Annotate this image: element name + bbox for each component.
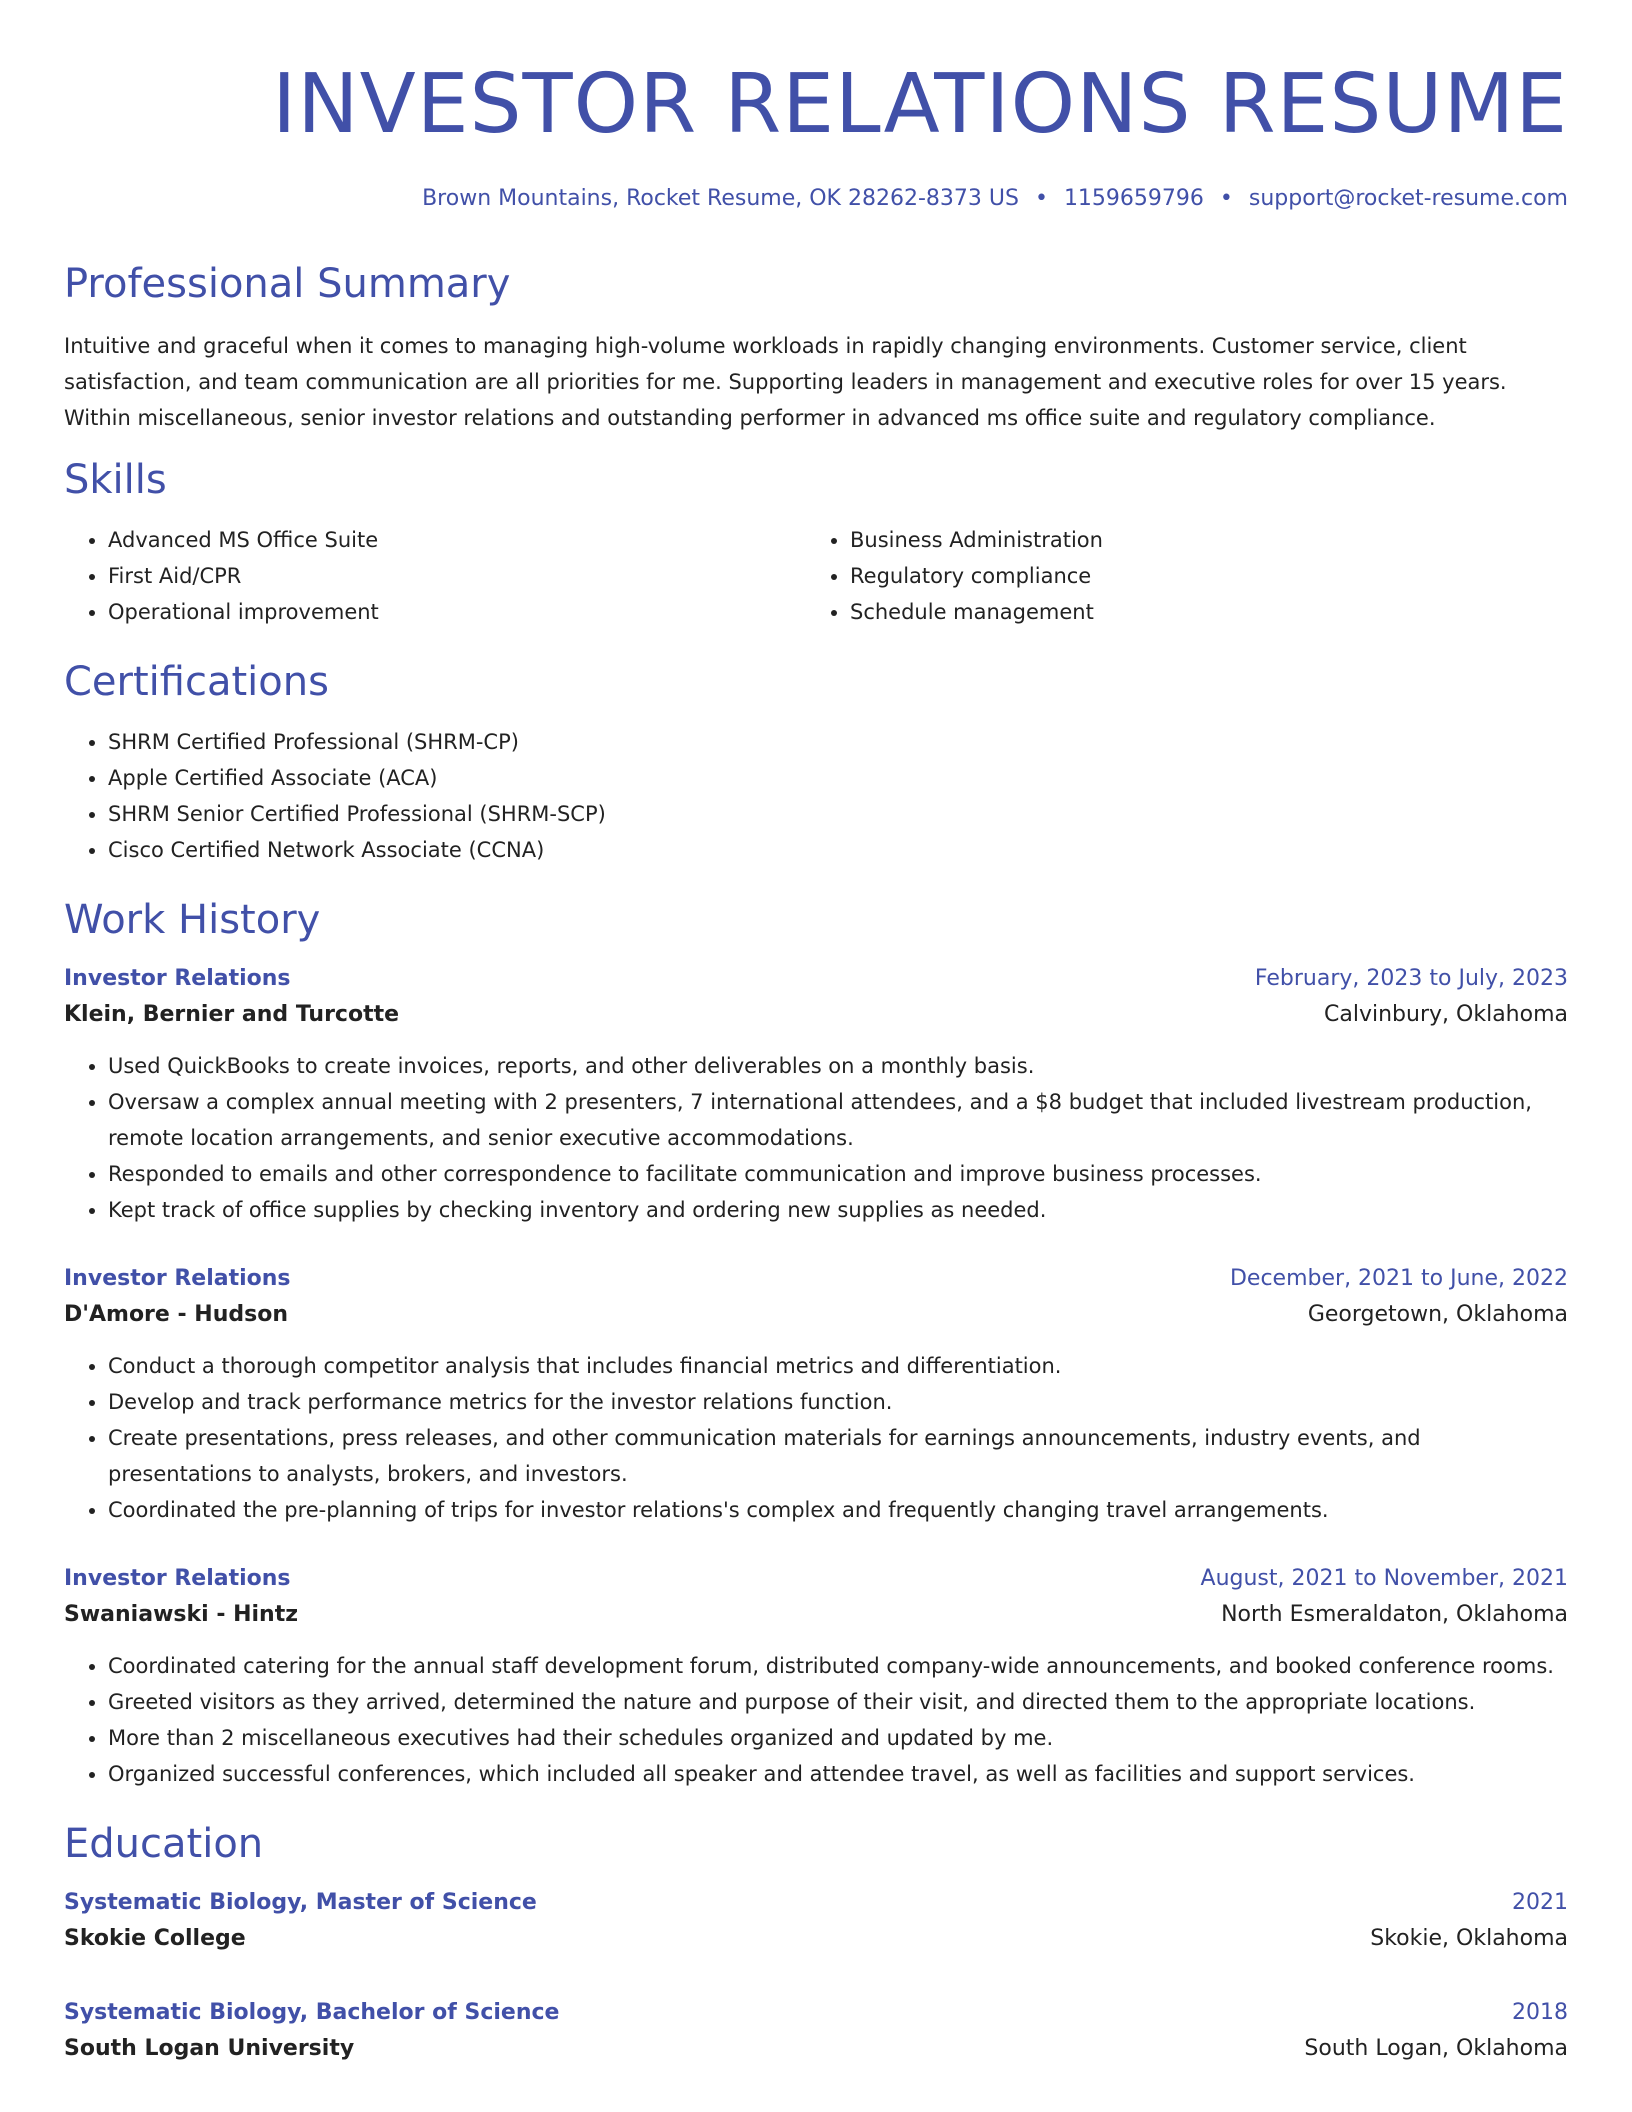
job-entry — [64, 1262, 1568, 1528]
education-entry — [64, 1996, 1568, 2068]
job-bullet: • Used QuickBooks to create invoices, reports, and other deliverables on a monthly basis. — [108, 1048, 1568, 1084]
job-entry — [64, 1562, 1568, 1792]
summary-text: Intuitive and graceful when it comes to managing high-volume workloads in rapidly changing environments. Customer service, client satisfaction, and team communication are all priorities for me. Supporting leaders in management and executive roles for over 15 years. Within miscellaneous, senior investor relations and outstanding performer in advanced ms office suite and regulatory compliance. — [64, 334, 1507, 430]
job-location: North Esmeraldaton, Oklahoma — [1221, 1602, 1568, 1627]
job-dates: February, 2023 to July, 2023 — [1254, 966, 1568, 991]
skill-item: • Business Administration — [850, 522, 1548, 558]
job-employer: D'Amore - Hudson — [64, 1302, 288, 1327]
job-location: Georgetown, Oklahoma — [1307, 1302, 1568, 1327]
job-bullet: • Oversaw a complex annual meeting with 2 presenters, 7 international attendees, and a $8 budget that included livestream production, remote location arrangements, and senior executive accommodations. — [108, 1084, 1568, 1156]
job-employer: Swaniawski - Hintz — [64, 1602, 299, 1627]
contact-separator: • — [1034, 186, 1048, 211]
job-employer: Klein, Bernier and Turcotte — [64, 1002, 400, 1027]
job-bullet: • Greeted visitors as they arrived, determined the nature and purpose of their visit, and directed them to the appropriate locations. — [108, 1684, 1568, 1720]
job-title: Investor Relations — [64, 1566, 291, 1591]
education-entry — [64, 1886, 1568, 1958]
skill-item: • Regulatory compliance — [850, 558, 1548, 594]
certifications-list — [64, 724, 1568, 868]
job-bullets — [64, 1348, 1568, 1528]
education-degree: Systematic Biology, Master of Science — [64, 1890, 537, 1915]
job-bullet: • Develop and track performance metrics for the investor relations function. — [108, 1384, 1568, 1420]
skills-list — [64, 522, 1568, 630]
skill-item: • Advanced MS Office Suite — [108, 522, 806, 558]
job-title: Investor Relations — [64, 1266, 291, 1291]
certification-item: • SHRM Certified Professional (SHRM-CP) — [108, 724, 1568, 760]
job-bullet: • Coordinated the pre-planning of trips for investor relations's complex and frequently changing travel arrangements. — [108, 1492, 1568, 1528]
contact-phone: 1159659796 — [1063, 186, 1204, 211]
skills-heading: Skills — [64, 457, 167, 503]
education-school: South Logan University — [64, 2036, 355, 2061]
skills-column-left — [64, 522, 806, 630]
contact-line — [64, 184, 1568, 214]
education-location: South Logan, Oklahoma — [1304, 2036, 1568, 2061]
job-bullet: • More than 2 miscellaneous executives had their schedules organized and updated by me. — [108, 1720, 1568, 1756]
education-school: Skokie College — [64, 1926, 246, 1951]
education-location: Skokie, Oklahoma — [1370, 1926, 1568, 1951]
job-bullets — [64, 1648, 1568, 1792]
contact-email[interactable]: support@rocket-resume.com — [1248, 186, 1568, 211]
skill-item: • First Aid/CPR — [108, 558, 806, 594]
education-year: 2018 — [1512, 2000, 1568, 2025]
job-bullet: • Responded to emails and other correspondence to facilitate communication and improve business processes. — [108, 1156, 1568, 1192]
job-entry — [64, 962, 1568, 1228]
job-bullet: • Kept track of office supplies by checking inventory and ordering new supplies as needed. — [108, 1192, 1568, 1228]
skills-column-right — [806, 522, 1548, 630]
certification-item: • SHRM Senior Certified Professional (SHRM-SCP) — [108, 796, 1568, 832]
job-bullet: • Coordinated catering for the annual staff development forum, distributed company-wide announcements, and booked conference rooms. — [108, 1648, 1568, 1684]
contact-address: Brown Mountains, Rocket Resume, OK 28262-8373 US — [422, 186, 1019, 211]
job-title: Investor Relations — [64, 966, 291, 991]
skill-item: • Schedule management — [850, 594, 1548, 630]
job-location: Calvinbury, Oklahoma — [1324, 1002, 1568, 1027]
job-dates: December, 2021 to June, 2022 — [1229, 1266, 1568, 1291]
certification-item: • Cisco Certified Network Associate (CCNA) — [108, 832, 1568, 868]
education-degree: Systematic Biology, Bachelor of Science — [64, 2000, 560, 2025]
job-bullet: • Organized successful conferences, which included all speaker and attendee travel, as well as facilities and support services. — [108, 1756, 1568, 1792]
job-bullets — [64, 1048, 1568, 1228]
work-history-heading: Work History — [64, 897, 321, 943]
job-dates: August, 2021 to November, 2021 — [1200, 1566, 1568, 1591]
certification-item: • Apple Certified Associate (ACA) — [108, 760, 1568, 796]
contact-separator: • — [1219, 186, 1233, 211]
skill-item: • Operational improvement — [108, 594, 806, 630]
education-heading: Education — [64, 1821, 264, 1867]
certifications-heading: Certifications — [64, 659, 329, 705]
resume-title: INVESTOR RELATIONS RESUME — [272, 57, 1568, 152]
job-bullet: • Create presentations, press releases, and other communication materials for earnings announcements, industry events, and presentations to analysts, brokers, and investors. — [108, 1420, 1568, 1492]
education-year: 2021 — [1512, 1890, 1568, 1915]
summary-heading: Professional Summary — [64, 261, 511, 307]
job-bullet: • Conduct a thorough competitor analysis that includes financial metrics and differentiation. — [108, 1348, 1568, 1384]
